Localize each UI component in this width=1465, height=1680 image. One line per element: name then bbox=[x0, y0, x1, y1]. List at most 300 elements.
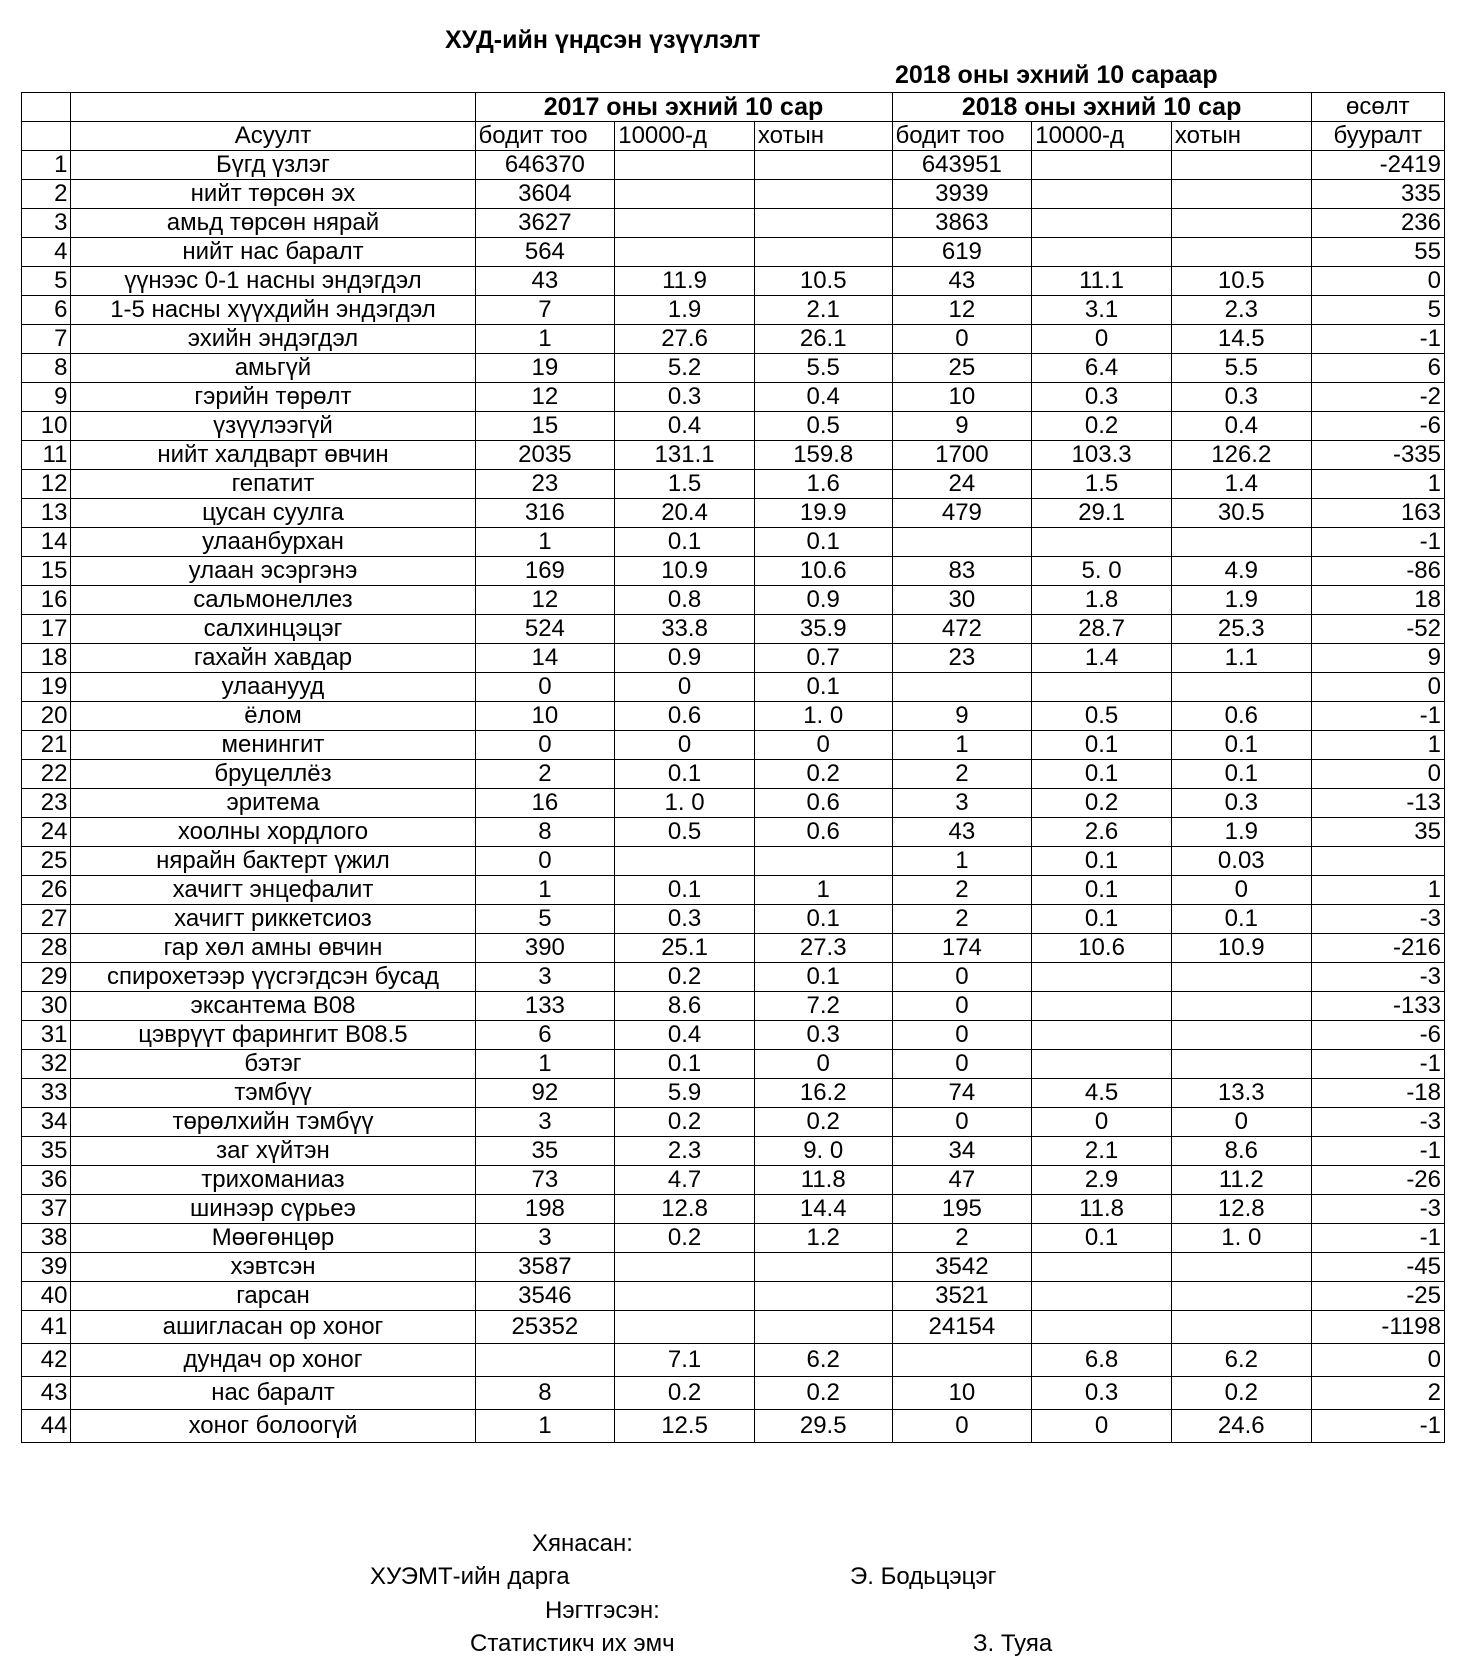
cell-per10000-2017: 20.4 bbox=[615, 499, 755, 528]
cell-change bbox=[1311, 847, 1444, 876]
cell-actual-2017: 25352 bbox=[475, 1311, 615, 1344]
row-question-cell: ёлом bbox=[71, 702, 475, 731]
cell-change: -6 bbox=[1311, 1021, 1444, 1050]
table-row bbox=[22, 905, 1445, 934]
cell-city-2018: 6.2 bbox=[1171, 1344, 1311, 1377]
cell-city-2018: 14.5 bbox=[1171, 325, 1311, 354]
row-number-cell: 14 bbox=[22, 528, 71, 557]
row-number-cell: 20 bbox=[22, 702, 71, 731]
table-row bbox=[22, 1137, 1445, 1166]
cell-change: -3 bbox=[1311, 905, 1444, 934]
header-period-2017: 2017 оны эхний 10 сар bbox=[475, 93, 892, 122]
cell-actual-2018: 0 bbox=[892, 963, 1032, 992]
cell-actual-2017: 3587 bbox=[475, 1253, 615, 1282]
cell-per10000-2018: 6.8 bbox=[1032, 1344, 1172, 1377]
row-question-cell: улаан эсэргэнэ bbox=[71, 557, 475, 586]
row-question-cell: менингит bbox=[71, 731, 475, 760]
cell-actual-2018: 24154 bbox=[892, 1311, 1032, 1344]
page-subtitle: 2018 оны эхний 10 сараар bbox=[895, 61, 1218, 89]
cell-actual-2017: 316 bbox=[475, 499, 615, 528]
row-number-cell: 22 bbox=[22, 760, 71, 789]
header-change-bottom: бууралт bbox=[1311, 122, 1444, 151]
header-blank-question bbox=[71, 93, 475, 122]
row-question-cell: сальмонеллез bbox=[71, 586, 475, 615]
report-table bbox=[21, 92, 1445, 1443]
cell-actual-2018: 3542 bbox=[892, 1253, 1032, 1282]
cell-city-2018 bbox=[1171, 963, 1311, 992]
cell-city-2018: 12.8 bbox=[1171, 1195, 1311, 1224]
header-city-2018: хотын bbox=[1171, 122, 1311, 151]
cell-per10000-2017: 0.1 bbox=[615, 876, 755, 905]
cell-per10000-2018: 0.2 bbox=[1032, 789, 1172, 818]
cell-actual-2018: 3 bbox=[892, 789, 1032, 818]
cell-city-2017: 1.6 bbox=[754, 470, 892, 499]
cell-city-2018 bbox=[1171, 1050, 1311, 1079]
table-row bbox=[22, 731, 1445, 760]
cell-city-2018: 0.03 bbox=[1171, 847, 1311, 876]
row-question-cell: трихоманиаз bbox=[71, 1166, 475, 1195]
row-number-cell: 32 bbox=[22, 1050, 71, 1079]
cell-actual-2018: 0 bbox=[892, 1050, 1032, 1079]
row-number-cell: 8 bbox=[22, 354, 71, 383]
row-number-cell: 27 bbox=[22, 905, 71, 934]
cell-city-2017 bbox=[754, 238, 892, 267]
cell-per10000-2017: 131.1 bbox=[615, 441, 755, 470]
cell-city-2017: 0.1 bbox=[754, 528, 892, 557]
cell-change: -1 bbox=[1311, 702, 1444, 731]
cell-city-2017: 0.1 bbox=[754, 963, 892, 992]
row-question-cell: нийт төрсөн эх bbox=[71, 180, 475, 209]
row-number-cell: 21 bbox=[22, 731, 71, 760]
cell-actual-2017: 3546 bbox=[475, 1282, 615, 1311]
row-number-cell: 17 bbox=[22, 615, 71, 644]
cell-per10000-2018: 10.6 bbox=[1032, 934, 1172, 963]
cell-per10000-2018: 0 bbox=[1032, 325, 1172, 354]
row-number-cell: 30 bbox=[22, 992, 71, 1021]
row-question-cell: хоолны хордлого bbox=[71, 818, 475, 847]
cell-city-2017: 0.9 bbox=[754, 586, 892, 615]
cell-city-2017: 0.2 bbox=[754, 760, 892, 789]
header-period-2018: 2018 оны эхний 10 сар bbox=[892, 93, 1311, 122]
cell-actual-2017: 19 bbox=[475, 354, 615, 383]
cell-city-2018: 25.3 bbox=[1171, 615, 1311, 644]
cell-per10000-2017: 10.9 bbox=[615, 557, 755, 586]
cell-change: 0 bbox=[1311, 760, 1444, 789]
cell-actual-2017: 10 bbox=[475, 702, 615, 731]
cell-per10000-2017: 12.8 bbox=[615, 1195, 755, 1224]
cell-city-2018 bbox=[1171, 1282, 1311, 1311]
cell-actual-2017: 3 bbox=[475, 963, 615, 992]
report-body bbox=[22, 151, 1445, 1443]
cell-actual-2017: 1 bbox=[475, 325, 615, 354]
cell-change: 0 bbox=[1311, 1344, 1444, 1377]
cell-change: 0 bbox=[1311, 673, 1444, 702]
cell-change: 55 bbox=[1311, 238, 1444, 267]
row-number-cell: 18 bbox=[22, 644, 71, 673]
cell-city-2017: 0.2 bbox=[754, 1108, 892, 1137]
cell-per10000-2018: 29.1 bbox=[1032, 499, 1172, 528]
cell-city-2017: 0.3 bbox=[754, 1021, 892, 1050]
cell-actual-2018: 24 bbox=[892, 470, 1032, 499]
row-question-cell: дундач ор хоног bbox=[71, 1344, 475, 1377]
cell-per10000-2017: 5.2 bbox=[615, 354, 755, 383]
cell-city-2017: 0 bbox=[754, 1050, 892, 1079]
cell-city-2017: 0.4 bbox=[754, 383, 892, 412]
cell-per10000-2017: 0.5 bbox=[615, 818, 755, 847]
row-question-cell: нас баралт bbox=[71, 1377, 475, 1410]
cell-actual-2017: 0 bbox=[475, 847, 615, 876]
cell-per10000-2018: 0.1 bbox=[1032, 731, 1172, 760]
cell-actual-2017: 6 bbox=[475, 1021, 615, 1050]
cell-per10000-2018 bbox=[1032, 1050, 1172, 1079]
cell-change: 163 bbox=[1311, 499, 1444, 528]
cell-per10000-2018: 5. 0 bbox=[1032, 557, 1172, 586]
cell-actual-2017: 646370 bbox=[475, 151, 615, 180]
table-row bbox=[22, 238, 1445, 267]
cell-change: 0 bbox=[1311, 267, 1444, 296]
cell-per10000-2017 bbox=[615, 847, 755, 876]
cell-city-2018: 0.6 bbox=[1171, 702, 1311, 731]
row-question-cell: нярайн бактерт үжил bbox=[71, 847, 475, 876]
cell-change: -6 bbox=[1311, 412, 1444, 441]
header-actual-2017: бодит тоо bbox=[475, 122, 615, 151]
reviewer-name: Э. Бодьцэцэг bbox=[850, 1563, 997, 1590]
table-row bbox=[22, 412, 1445, 441]
cell-city-2018: 0 bbox=[1171, 876, 1311, 905]
cell-per10000-2018 bbox=[1032, 1282, 1172, 1311]
cell-per10000-2018: 1.5 bbox=[1032, 470, 1172, 499]
cell-change: -3 bbox=[1311, 1195, 1444, 1224]
cell-per10000-2017: 0.1 bbox=[615, 760, 755, 789]
cell-city-2018 bbox=[1171, 1021, 1311, 1050]
cell-actual-2018: 0 bbox=[892, 1410, 1032, 1443]
header-row-sub bbox=[22, 122, 1445, 151]
table-row bbox=[22, 1195, 1445, 1224]
cell-per10000-2018: 0.1 bbox=[1032, 876, 1172, 905]
cell-actual-2017: 3604 bbox=[475, 180, 615, 209]
cell-city-2018: 1. 0 bbox=[1171, 1224, 1311, 1253]
table-row bbox=[22, 1166, 1445, 1195]
cell-city-2017: 14.4 bbox=[754, 1195, 892, 1224]
cell-actual-2018: 43 bbox=[892, 267, 1032, 296]
cell-per10000-2018 bbox=[1032, 1253, 1172, 1282]
cell-per10000-2018: 103.3 bbox=[1032, 441, 1172, 470]
table-row bbox=[22, 470, 1445, 499]
cell-per10000-2018: 2.9 bbox=[1032, 1166, 1172, 1195]
cell-per10000-2017: 25.1 bbox=[615, 934, 755, 963]
cell-per10000-2017: 0.2 bbox=[615, 1108, 755, 1137]
cell-city-2018: 0.1 bbox=[1171, 905, 1311, 934]
cell-city-2018: 0 bbox=[1171, 1108, 1311, 1137]
row-question-cell: шинээр сүрьеэ bbox=[71, 1195, 475, 1224]
cell-actual-2018 bbox=[892, 528, 1032, 557]
cell-change: 1 bbox=[1311, 731, 1444, 760]
cell-actual-2017: 3 bbox=[475, 1224, 615, 1253]
cell-city-2018 bbox=[1171, 151, 1311, 180]
header-actual-2018: бодит тоо bbox=[892, 122, 1032, 151]
row-number-cell: 9 bbox=[22, 383, 71, 412]
cell-actual-2018: 0 bbox=[892, 1021, 1032, 1050]
row-number-cell: 42 bbox=[22, 1344, 71, 1377]
cell-city-2017: 0 bbox=[754, 731, 892, 760]
cell-per10000-2017: 12.5 bbox=[615, 1410, 755, 1443]
cell-actual-2017: 92 bbox=[475, 1079, 615, 1108]
row-question-cell: улаанбурхан bbox=[71, 528, 475, 557]
row-question-cell: эритема bbox=[71, 789, 475, 818]
cell-city-2018: 30.5 bbox=[1171, 499, 1311, 528]
cell-actual-2018: 3863 bbox=[892, 209, 1032, 238]
cell-per10000-2018: 11.8 bbox=[1032, 1195, 1172, 1224]
page-title: ХУД-ийн үндсэн үзүүлэлт bbox=[445, 26, 761, 54]
cell-actual-2017: 169 bbox=[475, 557, 615, 586]
cell-per10000-2018: 1.8 bbox=[1032, 586, 1172, 615]
row-question-cell: эксантема В08 bbox=[71, 992, 475, 1021]
cell-city-2018: 1.1 bbox=[1171, 644, 1311, 673]
table-row bbox=[22, 847, 1445, 876]
header-blank-number bbox=[22, 93, 71, 122]
cell-change: -216 bbox=[1311, 934, 1444, 963]
cell-actual-2018: 12 bbox=[892, 296, 1032, 325]
table-row bbox=[22, 1377, 1445, 1410]
cell-actual-2018: 9 bbox=[892, 412, 1032, 441]
cell-per10000-2017 bbox=[615, 1282, 755, 1311]
cell-actual-2018: 10 bbox=[892, 1377, 1032, 1410]
cell-per10000-2018: 0.3 bbox=[1032, 383, 1172, 412]
cell-per10000-2018: 0.1 bbox=[1032, 760, 1172, 789]
cell-per10000-2017: 0.9 bbox=[615, 644, 755, 673]
cell-actual-2018: 34 bbox=[892, 1137, 1032, 1166]
cell-actual-2017: 0 bbox=[475, 673, 615, 702]
row-number-cell: 10 bbox=[22, 412, 71, 441]
cell-per10000-2018 bbox=[1032, 238, 1172, 267]
cell-city-2017: 6.2 bbox=[754, 1344, 892, 1377]
cell-actual-2018: 2 bbox=[892, 905, 1032, 934]
cell-per10000-2018: 0.2 bbox=[1032, 412, 1172, 441]
cell-per10000-2018: 4.5 bbox=[1032, 1079, 1172, 1108]
cell-city-2017: 16.2 bbox=[754, 1079, 892, 1108]
cell-actual-2017: 43 bbox=[475, 267, 615, 296]
cell-city-2017: 7.2 bbox=[754, 992, 892, 1021]
cell-per10000-2018: 0.1 bbox=[1032, 1224, 1172, 1253]
cell-change: 236 bbox=[1311, 209, 1444, 238]
cell-change: -1 bbox=[1311, 1137, 1444, 1166]
cell-per10000-2017 bbox=[615, 1253, 755, 1282]
row-question-cell: үүнээс 0-1 насны эндэгдэл bbox=[71, 267, 475, 296]
cell-actual-2018 bbox=[892, 1344, 1032, 1377]
row-question-cell: хоног болоогүй bbox=[71, 1410, 475, 1443]
cell-per10000-2018 bbox=[1032, 963, 1172, 992]
row-question-cell: бэтэг bbox=[71, 1050, 475, 1079]
cell-per10000-2018: 0.1 bbox=[1032, 847, 1172, 876]
cell-city-2017 bbox=[754, 847, 892, 876]
cell-city-2017: 10.6 bbox=[754, 557, 892, 586]
table-row bbox=[22, 1311, 1445, 1344]
cell-city-2017: 1 bbox=[754, 876, 892, 905]
cell-actual-2017: 1 bbox=[475, 528, 615, 557]
header-per10000-2018: 10000-д bbox=[1032, 122, 1172, 151]
row-number-cell: 19 bbox=[22, 673, 71, 702]
cell-per10000-2017: 0.4 bbox=[615, 412, 755, 441]
cell-change: -1 bbox=[1311, 528, 1444, 557]
cell-per10000-2018 bbox=[1032, 1021, 1172, 1050]
cell-per10000-2018: 2.6 bbox=[1032, 818, 1172, 847]
row-number-cell: 37 bbox=[22, 1195, 71, 1224]
row-number-cell: 11 bbox=[22, 441, 71, 470]
cell-city-2017 bbox=[754, 1311, 892, 1344]
cell-per10000-2017: 0 bbox=[615, 731, 755, 760]
row-question-cell: нийт нас баралт bbox=[71, 238, 475, 267]
header-question: Асуулт bbox=[71, 122, 475, 151]
cell-actual-2018: 2 bbox=[892, 876, 1032, 905]
cell-city-2018: 8.6 bbox=[1171, 1137, 1311, 1166]
cell-actual-2017: 133 bbox=[475, 992, 615, 1021]
row-number-cell: 7 bbox=[22, 325, 71, 354]
table-row bbox=[22, 818, 1445, 847]
cell-city-2018 bbox=[1171, 1311, 1311, 1344]
compiler-name: З. Туяа bbox=[973, 1630, 1053, 1657]
row-question-cell: салхинцэцэг bbox=[71, 615, 475, 644]
cell-actual-2018: 3521 bbox=[892, 1282, 1032, 1311]
cell-actual-2017: 12 bbox=[475, 383, 615, 412]
cell-city-2018: 1.4 bbox=[1171, 470, 1311, 499]
cell-city-2018 bbox=[1171, 180, 1311, 209]
row-number-cell: 36 bbox=[22, 1166, 71, 1195]
cell-city-2018: 24.6 bbox=[1171, 1410, 1311, 1443]
cell-city-2017 bbox=[754, 151, 892, 180]
row-number-cell: 38 bbox=[22, 1224, 71, 1253]
cell-per10000-2017 bbox=[615, 151, 755, 180]
cell-per10000-2018 bbox=[1032, 1311, 1172, 1344]
cell-per10000-2017: 33.8 bbox=[615, 615, 755, 644]
table-row bbox=[22, 876, 1445, 905]
cell-actual-2017: 7 bbox=[475, 296, 615, 325]
cell-per10000-2017: 0.3 bbox=[615, 383, 755, 412]
cell-actual-2017: 35 bbox=[475, 1137, 615, 1166]
row-question-cell: 1-5 насны хүүхдийн эндэгдэл bbox=[71, 296, 475, 325]
cell-change: -2419 bbox=[1311, 151, 1444, 180]
cell-actual-2018: 195 bbox=[892, 1195, 1032, 1224]
cell-city-2018: 1.9 bbox=[1171, 586, 1311, 615]
reviewed-label: Хянасан: bbox=[532, 1530, 633, 1557]
cell-per10000-2017: 27.6 bbox=[615, 325, 755, 354]
row-number-cell: 34 bbox=[22, 1108, 71, 1137]
cell-city-2018: 0.3 bbox=[1171, 789, 1311, 818]
table-row bbox=[22, 325, 1445, 354]
cell-per10000-2017 bbox=[615, 180, 755, 209]
cell-change: -335 bbox=[1311, 441, 1444, 470]
cell-per10000-2017: 1.9 bbox=[615, 296, 755, 325]
cell-city-2018: 10.5 bbox=[1171, 267, 1311, 296]
cell-change: -25 bbox=[1311, 1282, 1444, 1311]
cell-per10000-2017: 0.3 bbox=[615, 905, 755, 934]
cell-city-2018: 0.1 bbox=[1171, 760, 1311, 789]
row-number-cell: 4 bbox=[22, 238, 71, 267]
cell-actual-2018: 0 bbox=[892, 992, 1032, 1021]
cell-per10000-2018: 28.7 bbox=[1032, 615, 1172, 644]
compiled-label: Нэгтгэсэн: bbox=[545, 1597, 660, 1624]
row-question-cell: цусан суулга bbox=[71, 499, 475, 528]
row-number-cell: 39 bbox=[22, 1253, 71, 1282]
cell-city-2018: 13.3 bbox=[1171, 1079, 1311, 1108]
cell-city-2018 bbox=[1171, 528, 1311, 557]
cell-per10000-2017: 4.7 bbox=[615, 1166, 755, 1195]
table-row bbox=[22, 354, 1445, 383]
cell-actual-2018: 0 bbox=[892, 325, 1032, 354]
cell-per10000-2018 bbox=[1032, 151, 1172, 180]
cell-actual-2017: 390 bbox=[475, 934, 615, 963]
cell-per10000-2018: 0 bbox=[1032, 1410, 1172, 1443]
cell-per10000-2017: 0.6 bbox=[615, 702, 755, 731]
row-number-cell: 28 bbox=[22, 934, 71, 963]
table-row bbox=[22, 499, 1445, 528]
row-number-cell: 24 bbox=[22, 818, 71, 847]
cell-actual-2017: 564 bbox=[475, 238, 615, 267]
cell-city-2017 bbox=[754, 209, 892, 238]
cell-per10000-2018: 2.1 bbox=[1032, 1137, 1172, 1166]
cell-per10000-2018: 6.4 bbox=[1032, 354, 1172, 383]
cell-per10000-2018: 0 bbox=[1032, 1108, 1172, 1137]
cell-change: 1 bbox=[1311, 876, 1444, 905]
row-question-cell: бруцеллёз bbox=[71, 760, 475, 789]
cell-per10000-2018: 3.1 bbox=[1032, 296, 1172, 325]
cell-per10000-2017 bbox=[615, 1311, 755, 1344]
row-question-cell: эхийн эндэгдэл bbox=[71, 325, 475, 354]
table-row bbox=[22, 1050, 1445, 1079]
cell-per10000-2017: 5.9 bbox=[615, 1079, 755, 1108]
table-row bbox=[22, 1253, 1445, 1282]
cell-city-2018: 4.9 bbox=[1171, 557, 1311, 586]
cell-actual-2018: 0 bbox=[892, 1108, 1032, 1137]
cell-change: -1 bbox=[1311, 1410, 1444, 1443]
cell-actual-2018: 43 bbox=[892, 818, 1032, 847]
row-question-cell: гар хөл амны өвчин bbox=[71, 934, 475, 963]
cell-actual-2018 bbox=[892, 673, 1032, 702]
cell-city-2017: 0.5 bbox=[754, 412, 892, 441]
cell-actual-2017: 15 bbox=[475, 412, 615, 441]
row-number-cell: 33 bbox=[22, 1079, 71, 1108]
cell-city-2017: 0.2 bbox=[754, 1377, 892, 1410]
cell-actual-2018: 2 bbox=[892, 760, 1032, 789]
table-row bbox=[22, 296, 1445, 325]
cell-per10000-2018: 1.4 bbox=[1032, 644, 1172, 673]
cell-change: -3 bbox=[1311, 963, 1444, 992]
row-question-cell: хэвтсэн bbox=[71, 1253, 475, 1282]
row-question-cell: гепатит bbox=[71, 470, 475, 499]
cell-actual-2017: 8 bbox=[475, 1377, 615, 1410]
header-blank-number-sub bbox=[22, 122, 71, 151]
cell-actual-2018: 47 bbox=[892, 1166, 1032, 1195]
row-number-cell: 25 bbox=[22, 847, 71, 876]
row-number-cell: 31 bbox=[22, 1021, 71, 1050]
row-question-cell: нийт халдварт өвчин bbox=[71, 441, 475, 470]
cell-city-2018 bbox=[1171, 673, 1311, 702]
cell-actual-2017: 12 bbox=[475, 586, 615, 615]
table-row bbox=[22, 557, 1445, 586]
row-question-cell: гарсан bbox=[71, 1282, 475, 1311]
table-row bbox=[22, 934, 1445, 963]
row-question-cell: Бүгд үзлэг bbox=[71, 151, 475, 180]
cell-actual-2017: 2035 bbox=[475, 441, 615, 470]
cell-city-2018: 11.2 bbox=[1171, 1166, 1311, 1195]
row-question-cell: үзүүлээгүй bbox=[71, 412, 475, 441]
row-number-cell: 16 bbox=[22, 586, 71, 615]
cell-actual-2017: 0 bbox=[475, 731, 615, 760]
cell-actual-2017: 3 bbox=[475, 1108, 615, 1137]
cell-city-2017: 26.1 bbox=[754, 325, 892, 354]
table-row bbox=[22, 615, 1445, 644]
cell-actual-2018: 1700 bbox=[892, 441, 1032, 470]
cell-actual-2017: 5 bbox=[475, 905, 615, 934]
